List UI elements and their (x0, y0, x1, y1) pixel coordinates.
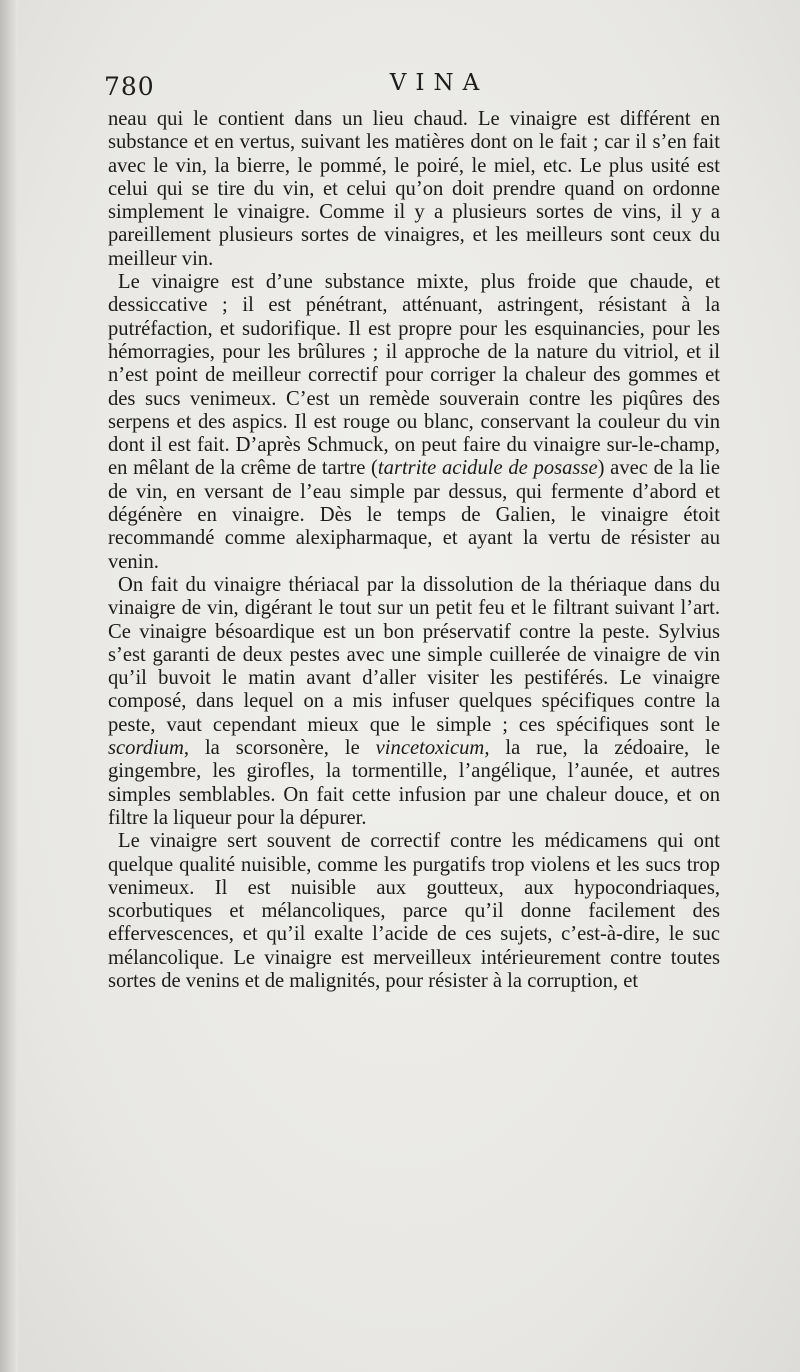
text-run: Le vinaigre sert souvent de correctif contre les médicamens qui ont quelque qualité nuisible, comme les purgatifs trop violens et les sucs trop venimeux. Il est nuisible aux goutteux, aux hypocondriaques, scorbutiques et mélancoliques, parce qu’il donne facilement des effervescences, et qu’il exalte l’acide de ces sujets, c’est-à-dire, le suc mélancolique. Le vinaigre est merveilleux intérieurement contre toutes sortes de venins et de malignités, pour résister à la corruption, et (108, 830, 720, 992)
italic-term: scordium (108, 737, 184, 760)
page-gutter-shadow (0, 0, 18, 1372)
paragraph-3 (108, 574, 720, 830)
text-run: , la rue, la zédoaire, le gingembre, les girofles, la tormentille, l’angélique, l’aunée, et autres simples semblables. On fait cette infusion par une chaleur douce, et on filtre la liqueur pour la dépurer. (108, 737, 720, 829)
text-run: ) avec de la lie de vin, en versant de l’eau simple par dessus, qui fermente d’abord et dégénère en vinaigre. Dès le temps de Galien, le vinaigre étoit recommandé comme alexipharmaque, et ayant la vertu de résister au venin. (108, 457, 720, 573)
text-run: , la scorsonère, le (183, 737, 376, 760)
body-text (108, 108, 720, 993)
page-header (104, 70, 724, 106)
italic-term: tartrite acidule de posasse (377, 457, 598, 480)
text-run: neau qui le contient dans un lieu chaud. Le vinaigre est différent en substance et en vertus, suivant les matières dont on le fait ; car il s’en fait avec le vin, la bierre, le pommé, le poiré, le miel, etc. Le plus usité est celui qui se tire du vin, et celui qu’on doit prendre quand on ordonne simplement le vinaigre. Comme il y a plusieurs sortes de vins, il y a pareillement plusieurs sortes de vinaigres, et les meilleurs sont ceux du meilleur vin. (108, 108, 720, 270)
text-run: Le vinaigre est d’une substance mixte, plus froide que chaude, et dessiccative ; il est pénétrant, atténuant, astringent, résistant à la putréfaction, et sudorifique. Il est propre pour les esquinancies, pour les hémorragies, pour les brûlures ; il approche de la nature du vitriol, et il n’est point de meilleur correctif pour corriger la chaleur des gommes et des sucs venimeux. C’est un remède souverain contre les piqûres des serpens et des aspics. Il est rouge ou blanc, conservant la couleur du vin dont il est fait. D’après Schmuck, on peut faire du vinaigre sur-le-champ, en mêlant de la crême de tartre ( (108, 271, 720, 480)
paragraph-4 (108, 830, 720, 993)
running-head: VINA (389, 70, 489, 96)
paragraph-1 (108, 108, 720, 271)
text-run: On fait du vinaigre thériacal par la dissolution de la thériaque dans du vinaigre de vin, digérant le tout sur un petit feu et le filtrant suivant l’art. Ce vinaigre bésoardique est un bon préservatif contre la peste. Sylvius s’est garanti de deux pestes avec une simple cuillerée de vinaigre de vin qu’il buvoit le matin avant d’aller visiter les pestiférés. Le vinaigre composé, dans lequel on a mis infuser quelques spécifiques contre la peste, vaut cependant mieux que le simple ; ces spécifiques sont le (108, 573, 720, 736)
italic-term: vincetoxicum (375, 737, 485, 760)
paragraph-2 (108, 271, 720, 574)
page-number: 780 (104, 72, 155, 101)
